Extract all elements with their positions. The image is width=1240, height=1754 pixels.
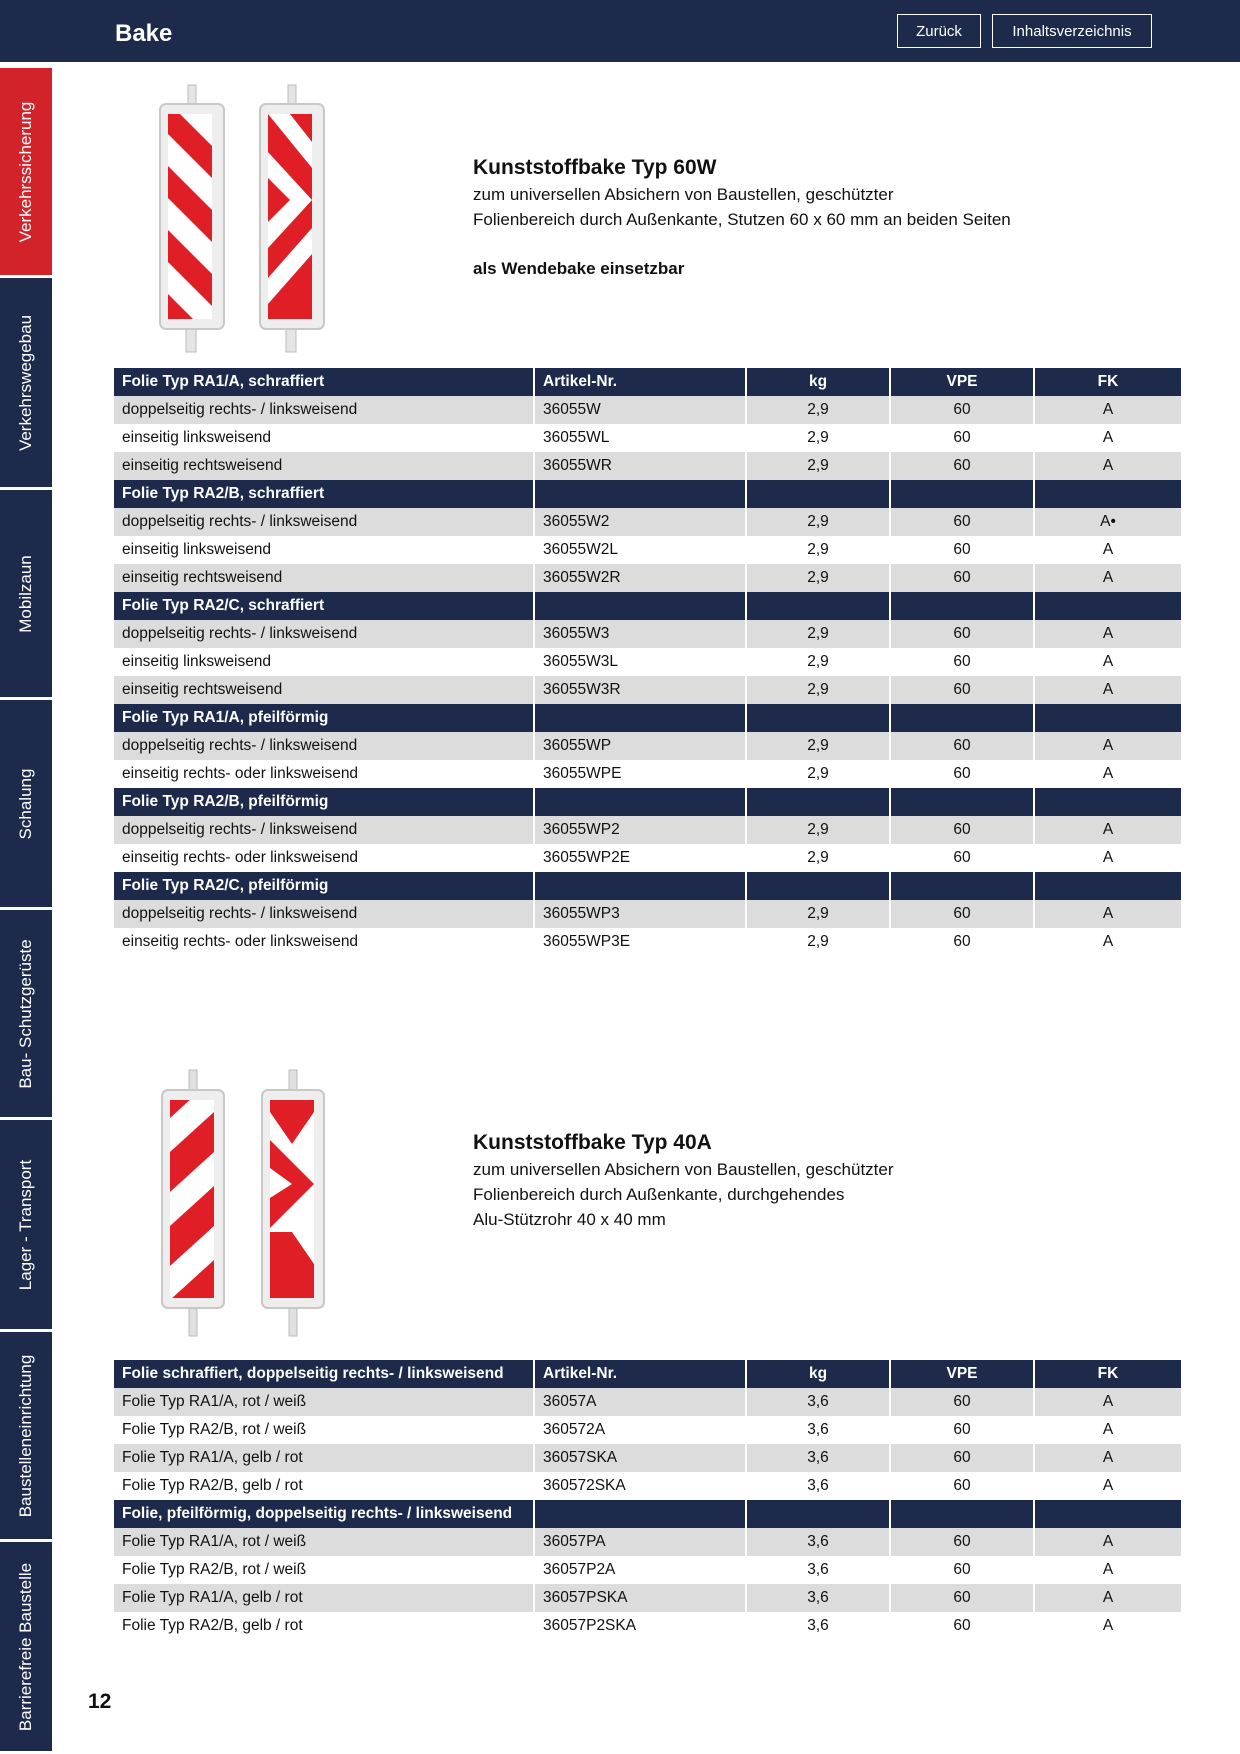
description-cell: einseitig linksweisend (114, 536, 534, 564)
sidebar-tab[interactable] (0, 68, 52, 278)
fk-cell: A• (1034, 508, 1181, 536)
description-cell: Folie Typ RA2/C, schraffiert (114, 592, 534, 620)
table-group-header (114, 872, 1181, 900)
fk-cell (1034, 704, 1181, 732)
weight-cell: 3,6 (746, 1556, 890, 1584)
weight-cell: 3,6 (746, 1472, 890, 1500)
sidebar-tab[interactable] (0, 1332, 52, 1542)
description-line: Folienbereich durch Außenkante, Stutzen 60 x 60 mm an beiden Seiten (473, 210, 1011, 229)
table-row (114, 452, 1181, 480)
article-number-cell (534, 480, 746, 508)
description-cell: einseitig rechts- oder linksweisend (114, 928, 534, 956)
vpe-cell: 60 (890, 1584, 1034, 1612)
description-cell: Folie Typ RA1/A, schraffiert (114, 368, 534, 396)
vpe-cell: 60 (890, 452, 1034, 480)
fk-cell: A (1034, 564, 1181, 592)
weight-cell: 2,9 (746, 732, 890, 760)
article-number-cell: 36057A (534, 1388, 746, 1416)
table-row (114, 424, 1181, 452)
fk-cell: A (1034, 1584, 1181, 1612)
article-number-cell (534, 872, 746, 900)
vpe-cell (890, 704, 1034, 732)
back-button[interactable]: Zurück (897, 14, 981, 48)
sidebar-tab[interactable] (0, 910, 52, 1120)
table-row (114, 536, 1181, 564)
description-cell: einseitig rechts- oder linksweisend (114, 844, 534, 872)
fk-cell: A (1034, 816, 1181, 844)
description-cell: Folie, pfeilförmig, doppelseitig rechts- / linksweisend (114, 1500, 534, 1528)
weight-cell: 3,6 (746, 1416, 890, 1444)
vpe-cell: 60 (890, 732, 1034, 760)
fk-cell (1034, 592, 1181, 620)
description-cell: Folie Typ RA1/A, gelb / rot (114, 1584, 534, 1612)
fk-cell: A (1034, 620, 1181, 648)
product-description-40a (473, 1157, 1093, 1232)
table-group-header (114, 368, 1181, 396)
description-cell: Folie Typ RA2/B, schraffiert (114, 480, 534, 508)
table-row (114, 1416, 1181, 1444)
table-row (114, 928, 1181, 956)
fk-cell: A (1034, 1528, 1181, 1556)
table-group-header (114, 480, 1181, 508)
description-cell: doppelseitig rechts- / linksweisend (114, 620, 534, 648)
article-number-cell: 36055W2 (534, 508, 746, 536)
table-row (114, 564, 1181, 592)
fk-cell: A (1034, 424, 1181, 452)
weight-cell: 2,9 (746, 760, 890, 788)
bake-60w-image (150, 82, 350, 357)
vpe-cell: 60 (890, 928, 1034, 956)
table-group-header (114, 704, 1181, 732)
sidebar-tab-label: Lager - Transport (16, 1159, 35, 1290)
sidebar-tab-label: Verkehrssicherung (16, 101, 35, 242)
article-number-cell: 36055WP (534, 732, 746, 760)
page-number: 12 (88, 1690, 112, 1713)
description-cell: doppelseitig rechts- / linksweisend (114, 508, 534, 536)
table-row (114, 760, 1181, 788)
weight-cell: 3,6 (746, 1584, 890, 1612)
bake-40a-image (155, 1068, 355, 1340)
description-cell: einseitig rechts- oder linksweisend (114, 760, 534, 788)
weight-cell: 2,9 (746, 648, 890, 676)
description-cell: Folie Typ RA1/A, gelb / rot (114, 1444, 534, 1472)
article-number-cell (534, 788, 746, 816)
fk-cell (1034, 872, 1181, 900)
table-row (114, 1584, 1181, 1612)
table-group-header (114, 592, 1181, 620)
sidebar-tab[interactable] (0, 1120, 52, 1332)
description-cell: Folie Typ RA2/C, pfeilförmig (114, 872, 534, 900)
weight-cell: 3,6 (746, 1444, 890, 1472)
weight-cell: 2,9 (746, 928, 890, 956)
weight-cell: 2,9 (746, 452, 890, 480)
weight-cell: 2,9 (746, 844, 890, 872)
article-number-cell: Artikel-Nr. (534, 368, 746, 396)
table-row (114, 816, 1181, 844)
sidebar-tab-label: Verkehrswegebau (16, 314, 35, 451)
weight-cell: 2,9 (746, 424, 890, 452)
article-number-cell: 36057P2SKA (534, 1612, 746, 1640)
fk-cell: A (1034, 1416, 1181, 1444)
description-cell: doppelseitig rechts- / linksweisend (114, 732, 534, 760)
article-number-cell: 36057PSKA (534, 1584, 746, 1612)
vpe-cell: 60 (890, 676, 1034, 704)
vpe-cell: 60 (890, 760, 1034, 788)
page-title: Bake (115, 20, 173, 47)
description-cell: Folie Typ RA1/A, rot / weiß (114, 1528, 534, 1556)
article-number-cell: 36055WP2E (534, 844, 746, 872)
description-line: zum universellen Absichern von Baustellen, geschützter (473, 185, 894, 204)
header-bar (0, 0, 1240, 62)
vpe-cell: 60 (890, 1472, 1034, 1500)
sidebar-tab-label: Barrierefreie Baustelle (16, 1562, 35, 1731)
article-number-cell: 36057PA (534, 1528, 746, 1556)
vpe-cell: 60 (890, 844, 1034, 872)
fk-cell: A (1034, 536, 1181, 564)
weight-cell: 2,9 (746, 564, 890, 592)
table-row (114, 676, 1181, 704)
article-number-cell: 36055W3 (534, 620, 746, 648)
description-line: Alu-Stützrohr 40 x 40 mm (473, 1210, 666, 1229)
sidebar-tab-label: Mobilzaun (16, 554, 35, 633)
vpe-cell: 60 (890, 1416, 1034, 1444)
vpe-cell (890, 872, 1034, 900)
article-number-cell: 36055W3R (534, 676, 746, 704)
article-number-cell: 36055WP2 (534, 816, 746, 844)
sidebar-tab-label: Schalung (16, 768, 35, 839)
article-number-cell (534, 704, 746, 732)
fk-cell: A (1034, 928, 1181, 956)
article-number-cell: 36055WP3E (534, 928, 746, 956)
fk-cell: A (1034, 1444, 1181, 1472)
sidebar-tab[interactable] (0, 490, 52, 700)
fk-cell: A (1034, 1388, 1181, 1416)
fk-cell: A (1034, 648, 1181, 676)
vpe-cell (890, 592, 1034, 620)
article-number-cell: 36055W3L (534, 648, 746, 676)
table-row (114, 732, 1181, 760)
product-note-60w: als Wendebake einsetzbar (473, 259, 685, 278)
description-cell: Folie schraffiert, doppelseitig rechts- / linksweisend (114, 1360, 534, 1388)
weight-cell: 2,9 (746, 676, 890, 704)
weight-cell: 3,6 (746, 1612, 890, 1640)
table-group-header (114, 788, 1181, 816)
description-cell: Folie Typ RA1/A, rot / weiß (114, 1388, 534, 1416)
weight-cell (746, 1500, 890, 1528)
product-table-60w (114, 368, 1181, 956)
article-number-cell (534, 1500, 746, 1528)
article-number-cell: 36055WR (534, 452, 746, 480)
table-row (114, 1444, 1181, 1472)
description-cell: doppelseitig rechts- / linksweisend (114, 816, 534, 844)
table-group-header (114, 1500, 1181, 1528)
description-cell: Folie Typ RA2/B, gelb / rot (114, 1472, 534, 1500)
article-number-cell: 360572A (534, 1416, 746, 1444)
description-cell: einseitig linksweisend (114, 424, 534, 452)
article-number-cell: 36057SKA (534, 1444, 746, 1472)
vpe-cell: 60 (890, 396, 1034, 424)
product-title-40a: Kunststoffbake Typ 40A (473, 1131, 712, 1154)
weight-cell (746, 704, 890, 732)
article-number-cell: 360572SKA (534, 1472, 746, 1500)
table-group-header (114, 1360, 1181, 1388)
vpe-cell: 60 (890, 648, 1034, 676)
vpe-cell: 60 (890, 424, 1034, 452)
sidebar-tab[interactable] (0, 1542, 52, 1754)
table-of-contents-button[interactable]: Inhaltsverzeichnis (992, 14, 1152, 48)
article-number-cell (534, 592, 746, 620)
description-cell: Folie Typ RA1/A, pfeilförmig (114, 704, 534, 732)
table-row (114, 1612, 1181, 1640)
description-line: Folienbereich durch Außenkante, durchgehendes (473, 1185, 845, 1204)
table-row (114, 508, 1181, 536)
vpe-cell (890, 480, 1034, 508)
product-description-60w (473, 182, 1093, 232)
weight-cell: kg (746, 1360, 890, 1388)
vpe-cell (890, 788, 1034, 816)
description-cell: doppelseitig rechts- / linksweisend (114, 396, 534, 424)
fk-cell: FK (1034, 368, 1181, 396)
description-line: zum universellen Absichern von Baustellen, geschützter (473, 1160, 894, 1179)
article-number-cell: Artikel-Nr. (534, 1360, 746, 1388)
fk-cell: FK (1034, 1360, 1181, 1388)
sidebar-tab[interactable] (0, 278, 52, 490)
vpe-cell: 60 (890, 508, 1034, 536)
description-cell: Folie Typ RA2/B, gelb / rot (114, 1612, 534, 1640)
vpe-cell: 60 (890, 816, 1034, 844)
vpe-cell: 60 (890, 1388, 1034, 1416)
weight-cell: 2,9 (746, 508, 890, 536)
weight-cell: 2,9 (746, 396, 890, 424)
description-cell: Folie Typ RA2/B, pfeilförmig (114, 788, 534, 816)
fk-cell: A (1034, 1472, 1181, 1500)
sidebar-tab-label: Baustelleneinrichtung (16, 1354, 35, 1517)
article-number-cell: 36055W2L (534, 536, 746, 564)
table-row (114, 900, 1181, 928)
fk-cell (1034, 788, 1181, 816)
fk-cell: A (1034, 900, 1181, 928)
weight-cell: 2,9 (746, 620, 890, 648)
weight-cell (746, 788, 890, 816)
vpe-cell: 60 (890, 564, 1034, 592)
article-number-cell: 36055WL (534, 424, 746, 452)
fk-cell: A (1034, 452, 1181, 480)
description-cell: Folie Typ RA2/B, rot / weiß (114, 1416, 534, 1444)
article-number-cell: 36057P2A (534, 1556, 746, 1584)
weight-cell: 2,9 (746, 816, 890, 844)
table-row (114, 396, 1181, 424)
vpe-cell: 60 (890, 1612, 1034, 1640)
vpe-cell: VPE (890, 368, 1034, 396)
vpe-cell: VPE (890, 1360, 1034, 1388)
vpe-cell: 60 (890, 1528, 1034, 1556)
fk-cell: A (1034, 844, 1181, 872)
table-row (114, 1528, 1181, 1556)
table-row (114, 648, 1181, 676)
weight-cell (746, 480, 890, 508)
weight-cell (746, 592, 890, 620)
vpe-cell (890, 1500, 1034, 1528)
table-row (114, 620, 1181, 648)
product-title-60w: Kunststoffbake Typ 60W (473, 156, 717, 179)
fk-cell: A (1034, 1556, 1181, 1584)
fk-cell: A (1034, 732, 1181, 760)
table-row (114, 1556, 1181, 1584)
vpe-cell: 60 (890, 1556, 1034, 1584)
description-cell: einseitig linksweisend (114, 648, 534, 676)
article-number-cell: 36055W2R (534, 564, 746, 592)
fk-cell (1034, 1500, 1181, 1528)
sidebar-tab[interactable] (0, 700, 52, 910)
vpe-cell: 60 (890, 900, 1034, 928)
table-row (114, 1472, 1181, 1500)
fk-cell: A (1034, 396, 1181, 424)
sidebar-tab-label: Bau- Schutzgerüste (16, 938, 35, 1089)
fk-cell: A (1034, 676, 1181, 704)
description-cell: Folie Typ RA2/B, rot / weiß (114, 1556, 534, 1584)
article-number-cell: 36055W (534, 396, 746, 424)
table-row (114, 1388, 1181, 1416)
weight-cell: 3,6 (746, 1388, 890, 1416)
table-row (114, 844, 1181, 872)
description-cell: einseitig rechtsweisend (114, 452, 534, 480)
weight-cell: 2,9 (746, 900, 890, 928)
vpe-cell: 60 (890, 1444, 1034, 1472)
vpe-cell: 60 (890, 620, 1034, 648)
weight-cell (746, 872, 890, 900)
description-cell: doppelseitig rechts- / linksweisend (114, 900, 534, 928)
article-number-cell: 36055WPE (534, 760, 746, 788)
fk-cell: A (1034, 1612, 1181, 1640)
weight-cell: 3,6 (746, 1528, 890, 1556)
vpe-cell: 60 (890, 536, 1034, 564)
description-cell: einseitig rechtsweisend (114, 676, 534, 704)
product-table-40a (114, 1360, 1181, 1640)
fk-cell: A (1034, 760, 1181, 788)
description-cell: einseitig rechtsweisend (114, 564, 534, 592)
fk-cell (1034, 480, 1181, 508)
article-number-cell: 36055WP3 (534, 900, 746, 928)
weight-cell: 2,9 (746, 536, 890, 564)
weight-cell: kg (746, 368, 890, 396)
